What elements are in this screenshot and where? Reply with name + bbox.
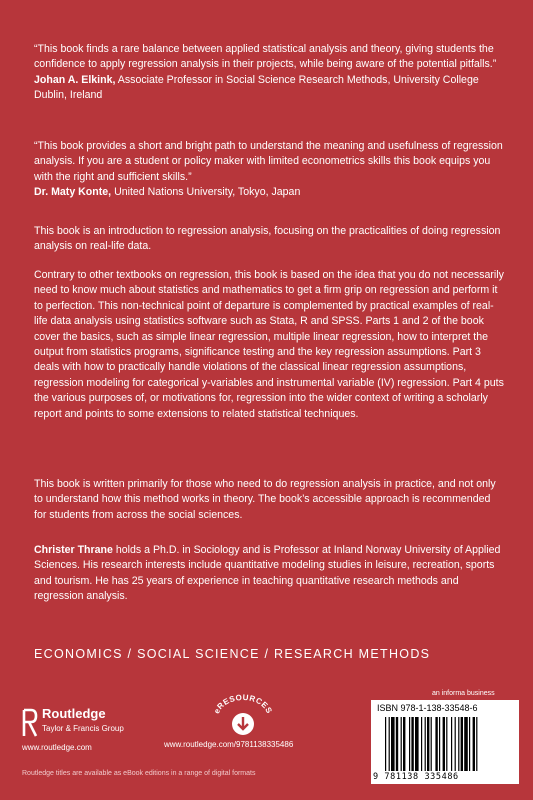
review-quote-1 — [34, 42, 504, 104]
author-bio — [34, 543, 504, 605]
isbn-number: ISBN 978-1-138-33548-6 — [377, 703, 478, 713]
barcode-digits: 9 781138 335486 — [373, 772, 459, 782]
informa-tagline: an informa business — [432, 690, 495, 697]
description-text: Contrary to other textbooks on regression, this book is based on the idea that you do not necessarily need to know much about statistics and mathematics to get a firm grip on regression and perform it to perfection. This non-technical point of departure is complemented by practical examples of real-life data analysis using statistics software such as Stata, R and SPSS. Parts 1 and 2 of the book cover the basics, such as simple linear regression, multiple linear regression, how to interpret the output from statistics programs, significance testing and the key regression assumptions. Part 3 deals with how to practically handle violations of the classical linear regression assumptions, regression modeling for categorical y-variables and instrumental variable (IV) regression. Part 4 puts the various purposes of, or motivations for, regression into the wider context of writing a scholarly report and points to some extensions to related statistical techniques. — [34, 269, 504, 420]
subject-categories: ECONOMICS / SOCIAL SCIENCE / RESEARCH METHODS — [34, 647, 431, 661]
quote-author: Dr. Maty Konte, — [34, 186, 112, 199]
quote-text: “This book provides a short and bright path to understand the meaning and usefulness of regression analysis. If you are a student or policy maker with limited econometrics skills this book equips you with the right and sufficient skills.” — [34, 140, 503, 183]
audience-paragraph — [34, 477, 504, 523]
bio-text — [34, 543, 504, 605]
routledge-logo — [22, 706, 172, 756]
ebook-note: Routledge titles are available as eBook editions in a range of digital formats — [22, 770, 256, 777]
review-quote-2 — [34, 139, 504, 201]
intro-paragraph — [34, 224, 504, 255]
publisher-name: Routledge — [42, 706, 106, 721]
bio-body: holds a Ph.D. in Sociology and is Professor at Inland Norway University of Applied Sciences. His research interests include quantitative modeling studies in leisure, recreation, sports and tourism. He has 25 years of experience in teaching quantitative research methods and regression analysis. — [34, 544, 501, 603]
publisher-group: Taylor & Francis Group — [42, 724, 124, 733]
publisher-url[interactable]: www.routledge.com — [22, 743, 92, 752]
intro-text: This book is an introduction to regression analysis, focusing on the practicalities of doing regression analysis on real-life data. — [34, 225, 501, 253]
routledge-r-icon — [22, 708, 38, 738]
eresources-url[interactable]: www.routledge.com/9781138335486 — [164, 740, 294, 749]
quote-author: Johan A. Elkink, — [34, 73, 116, 86]
quote-affiliation: Associate Professor in Social Science Research Methods, University College Dublin, Ireland — [34, 73, 479, 102]
audience-text: This book is written primarily for those who need to do regression analysis in practice, and not only to understand how this method works in theory. The book’s accessible approach is recommended for students from across the social sciences. — [34, 478, 496, 521]
quote-attribution — [34, 73, 504, 104]
description-paragraph — [34, 268, 504, 422]
eresources-label: eRESOURCES — [212, 694, 274, 716]
author-name: Christer Thrane — [34, 544, 113, 556]
barcode-bars — [385, 717, 507, 771]
quote-text: “This book finds a rare balance between applied statistical analysis and theory, giving students the confidence to apply regression analysis in their projects, while being aware of the potential pitfalls.” — [34, 43, 497, 71]
quote-attribution — [34, 185, 504, 200]
isbn-barcode — [371, 700, 519, 784]
svg-text:eRESOURCES — [212, 694, 274, 715]
eresources-icon — [210, 694, 276, 738]
quote-affiliation: United Nations University, Tokyo, Japan — [114, 186, 301, 199]
